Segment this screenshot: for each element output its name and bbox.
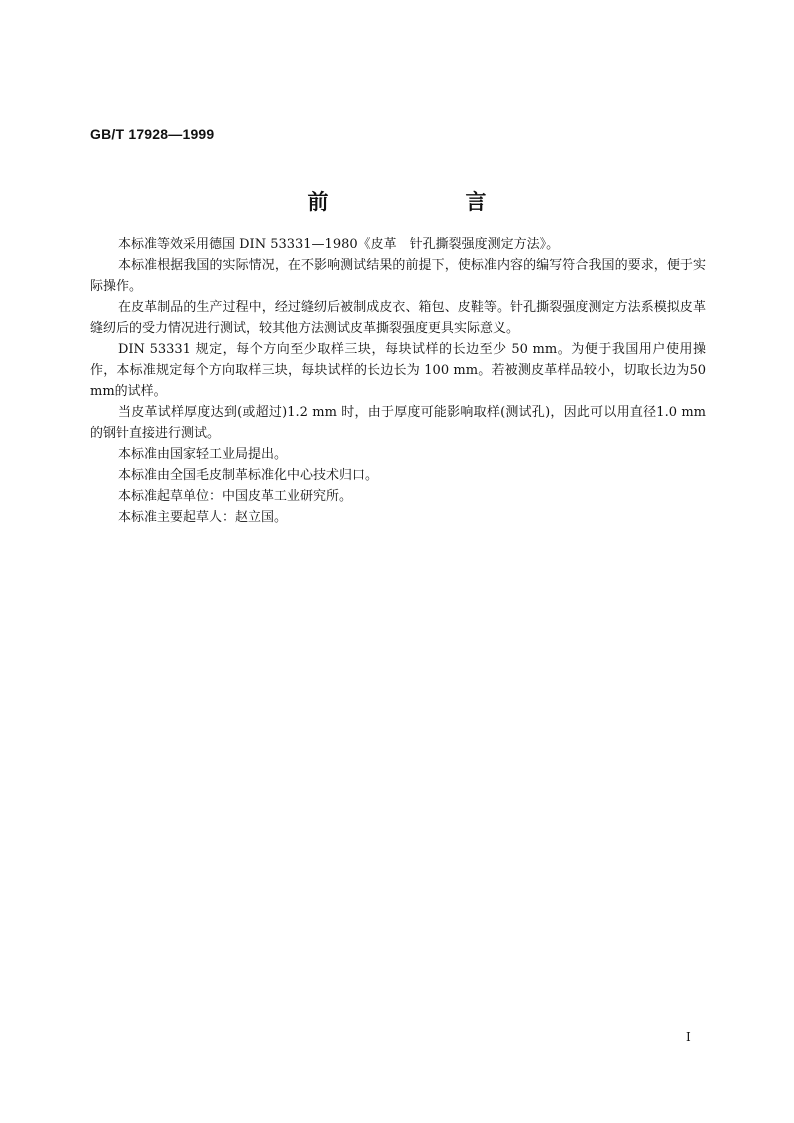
paragraph: 本标准主要起草人：赵立国。	[118, 510, 288, 525]
paragraph: 本标准根据我国的实际情况，在不影响测试结果的前提下，使标准内容的编写符合我国的要求，便于实际操作。	[90, 258, 706, 294]
page-number: I	[686, 1030, 691, 1044]
standard-code: GB/T 17928—1999	[90, 126, 215, 142]
paragraph: 本标准起草单位：中国皮革工业研究所。	[118, 489, 353, 504]
paragraph: 本标准由全国毛皮制革标准化中心技术归口。	[118, 468, 379, 483]
paragraph: DIN 53331 规定，每个方向至少取样三块，每块试样的长边至少 50 mm。为便于我国用户使用操作，本标准规定每个方向取样三块，每块试样的长边长为 100 mm。若被测皮革样品较小，切取长边为50 mm的试样。	[90, 342, 706, 399]
paragraph: 本标准由国家轻工业局提出。	[118, 447, 288, 462]
paragraph: 在皮革制品的生产过程中，经过缝纫后被制成皮衣、箱包、皮鞋等。针孔撕裂强度测定方法系模拟皮革缝纫后的受力情况进行测试，较其他方法测试皮革撕裂强度更具实际意义。	[90, 300, 706, 336]
paragraph: 当皮革试样厚度达到(或超过)1.2 mm 时，由于厚度可能影响取样(测试孔)，因此可以用直径1.0 mm的钢针直接进行测试。	[90, 405, 706, 441]
foreword-body	[90, 234, 706, 528]
paragraph: 本标准等效采用德国 DIN 53331—1980《皮革 针孔撕裂强度测定方法》。	[118, 237, 560, 252]
page-title: 前 言	[307, 190, 545, 214]
